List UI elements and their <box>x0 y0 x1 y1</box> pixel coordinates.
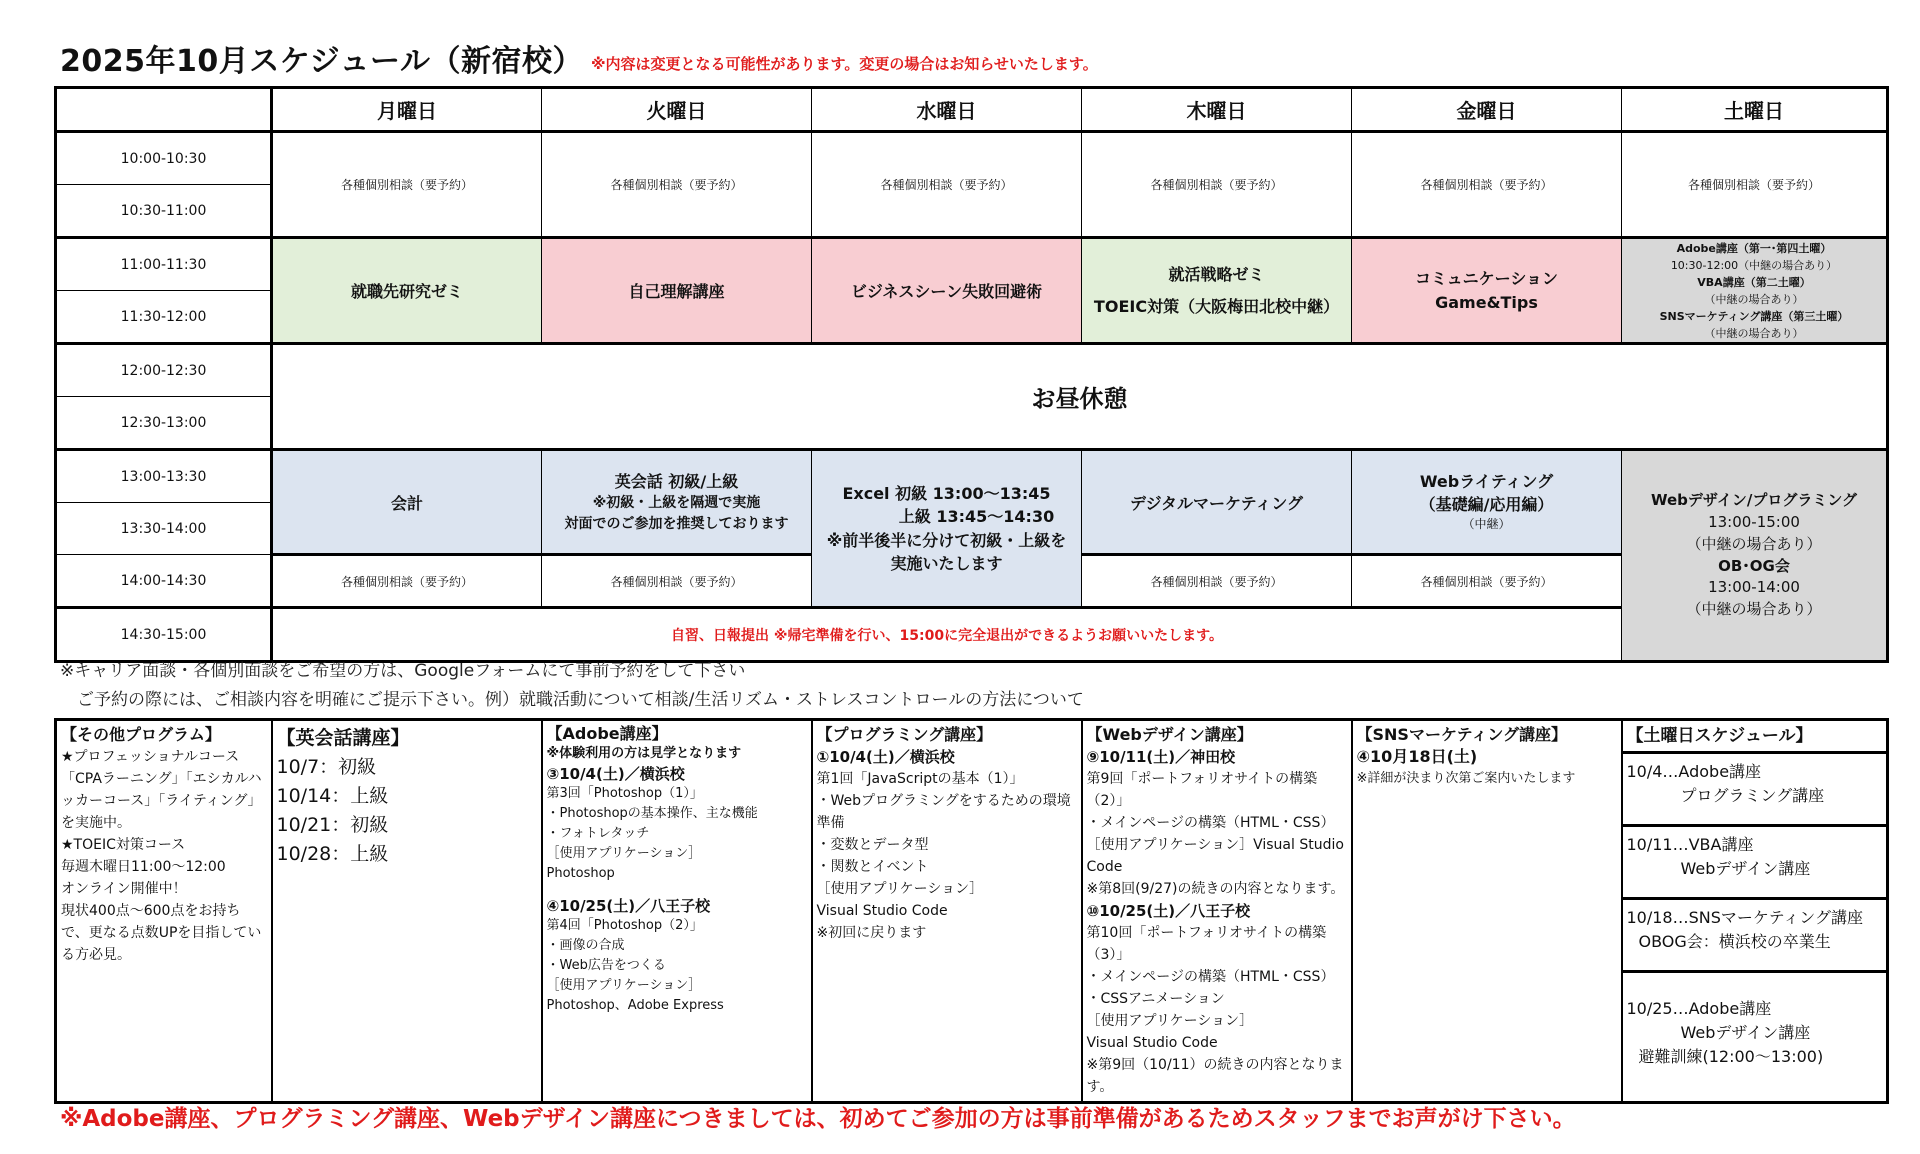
day-header-wed: 水曜日 <box>812 88 1082 132</box>
class-tue-afternoon <box>542 450 812 555</box>
sat-morning-line: 10:30-12:00（中継の場合あり） <box>1670 258 1838 272</box>
consult-mon: 各種個別相談（要予約） <box>272 132 542 238</box>
webdesign-line: ［使用アプリケーション］ <box>1086 1013 1254 1029</box>
adobe-line: ・Web広告をつくる <box>546 958 666 973</box>
sns-heading: 【SNSマーケティング講座】 <box>1356 725 1568 744</box>
sat-morning-line: SNSマーケティング講座（第三土曜） <box>1659 309 1849 323</box>
program-table <box>54 718 1889 1104</box>
saturday-line: OBOG会：横浜校の卒業生 <box>1638 932 1831 951</box>
class-fri-morning-1: コミュニケーション <box>1414 269 1559 289</box>
saturday-line: 10/18…SNSマーケティング講座 <box>1626 908 1863 927</box>
english-date: 10/14：上級 <box>276 785 389 807</box>
adobe-line: ・フォトレタッチ <box>546 826 650 841</box>
webdesign-line: ［使用アプリケーション］Visual Studio Code <box>1086 837 1344 875</box>
webdesign-line: ※第8回(9/27)の続きの内容となります。 <box>1086 881 1345 897</box>
programming-line: ・Webプログラミングをするための環境準備 <box>816 793 1071 831</box>
saturday-schedule <box>1622 720 1888 1103</box>
sat-morning-line: （中継の場合あり） <box>1704 292 1804 306</box>
adobe-line: ・画像の合成 <box>546 938 625 953</box>
self-study-notice: 自習、日報提出 ※帰宅準備を行い、15:00に完全退出ができるようお願いいたします。 <box>272 608 1622 662</box>
note-line: ※キャリア面談・各個別面談をご希望の方は、Googleフォームにて事前予約をして下さい <box>60 661 746 681</box>
saturday-block <box>1623 900 1887 973</box>
tue-afternoon-line: 英会話 初級/上級 <box>614 472 739 492</box>
webdesign-line: Visual Studio Code <box>1086 1035 1218 1051</box>
day-header-mon: 月曜日 <box>272 88 542 132</box>
time-slot: 10:30-11:00 <box>56 185 272 238</box>
sat-afternoon-line: 13:00-15:00 <box>1708 513 1800 531</box>
class-mon-morning: 就職先研究ゼミ <box>272 238 542 344</box>
saturday-line: 避難訓練(12:00～13:00) <box>1638 1047 1824 1066</box>
adobe-line: ［使用アプリケーション］ <box>546 846 702 861</box>
programming-course <box>812 720 1082 1103</box>
wed-afternoon-line: 実施いたします <box>890 553 1003 573</box>
fri-afternoon-line: （基礎編/応用編） <box>1419 495 1554 515</box>
sat-morning-line: VBA講座（第二土曜） <box>1697 275 1811 289</box>
time-slot: 13:30-14:00 <box>56 503 272 555</box>
class-wed-afternoon <box>812 450 1082 608</box>
sns-course <box>1352 720 1622 1103</box>
webdesign-course <box>1082 720 1352 1103</box>
time-slot: 13:00-13:30 <box>56 450 272 503</box>
header <box>60 38 1098 80</box>
adobe-line: 第4回「Photoshop（2）」 <box>546 918 703 933</box>
sat-afternoon-line: OB･OG会 <box>1718 556 1790 575</box>
time-slot: 12:30-13:00 <box>56 397 272 450</box>
schedule-table <box>54 86 1889 663</box>
programming-line: ［使用アプリケーション］ <box>816 881 984 897</box>
other-programs <box>56 720 272 1103</box>
programming-line: ・変数とデータ型 <box>816 837 929 853</box>
webdesign-session-2-title: ⑩10/25(土)／八王子校 <box>1086 902 1251 920</box>
class-fri-afternoon <box>1352 450 1622 555</box>
adobe-course <box>542 720 812 1103</box>
tue-afternoon-line: 対面でのご参加を推奨しております <box>564 515 789 532</box>
other-line: 現状400点～600点をお持ちで、更なる点数UPを目指している方必見。 <box>61 903 262 963</box>
time-slot: 11:30-12:00 <box>56 291 272 344</box>
english-date: 10/7：初級 <box>276 756 377 778</box>
notes <box>60 657 1084 715</box>
webdesign-line: ※第9回（10/11）の続きの内容となります。 <box>1086 1057 1344 1095</box>
english-date: 10/21：初級 <box>276 814 389 836</box>
sat-afternoon-line: 13:00-14:00 <box>1708 578 1800 597</box>
class-thu-morning-1: 就活戦略ゼミ <box>1168 265 1265 285</box>
sat-afternoon-line: （中継の場合あり） <box>1686 600 1822 618</box>
other-line: ★プロフェッショナルコース <box>61 749 240 765</box>
fri-afternoon-line: （中継） <box>1462 517 1511 532</box>
saturday-line: 10/25…Adobe講座 <box>1626 999 1772 1018</box>
class-fri-morning <box>1352 238 1622 344</box>
other-line: 「CPAラーニング」「エシカルハッカーコース」「ライティング」を実施中。 <box>61 771 262 831</box>
time-slot: 14:00-14:30 <box>56 555 272 608</box>
saturday-block <box>1623 754 1887 827</box>
time-slot: 11:00-11:30 <box>56 238 272 291</box>
webdesign-line: ・メインページの構築（HTML・CSS） <box>1086 969 1335 985</box>
adobe-session-1-title: ③10/4(土)／横浜校 <box>546 765 685 783</box>
programming-line: ※初回に戻ります <box>816 925 927 941</box>
day-header-thu: 木曜日 <box>1082 88 1352 132</box>
wed-afternoon-line: 上級 13:45～14:30 <box>898 507 1055 527</box>
corner-cell <box>56 88 272 132</box>
saturday-line: 10/4…Adobe講座 <box>1626 762 1762 781</box>
adobe-line: ［使用アプリケーション］ <box>546 978 702 993</box>
class-sat-afternoon <box>1622 450 1888 662</box>
wed-afternoon-line: Excel 初級 13:00～13:45 <box>842 484 1051 504</box>
webdesign-line: ・CSSアニメーション <box>1086 991 1225 1007</box>
sat-morning-line: （中継の場合あり） <box>1704 326 1804 340</box>
consult-fri: 各種個別相談（要予約） <box>1352 132 1622 238</box>
saturday-line: Webデザイン講座 <box>1680 859 1811 878</box>
programming-line: ・関数とイベント <box>816 859 929 875</box>
webdesign-session-1-title: ⑨10/11(土)／神田校 <box>1086 748 1236 766</box>
class-mon-afternoon: 会計 <box>272 450 542 555</box>
time-slot: 10:00-10:30 <box>56 132 272 185</box>
adobe-line: 第3回「Photoshop（1）」 <box>546 786 703 801</box>
day-header-fri: 金曜日 <box>1352 88 1622 132</box>
other-programs-heading: 【その他プログラム】 <box>61 725 221 744</box>
consult-fri-pm: 各種個別相談（要予約） <box>1352 555 1622 608</box>
page-title: 2025年10月スケジュール（新宿校） <box>60 44 583 79</box>
other-line: 毎週木曜日11:00～12:00 <box>61 859 226 875</box>
adobe-note: ※体験利用の方は見学となります <box>546 746 742 761</box>
sat-afternoon-line: Webデザイン/プログラミング <box>1650 491 1858 510</box>
fri-afternoon-line: Webライティング <box>1419 472 1554 492</box>
programming-heading: 【プログラミング講座】 <box>816 725 993 744</box>
adobe-line: ・Photoshopの基本操作、主な機能 <box>546 806 758 821</box>
webdesign-line: 第10回「ポートフォリオサイトの構築（3）」 <box>1086 925 1327 963</box>
class-tue-morning: 自己理解講座 <box>542 238 812 344</box>
wed-afternoon-line: ※前半後半に分けて初級・上級を <box>826 530 1067 550</box>
class-thu-morning-2: TOEIC対策（大阪梅田北校中継） <box>1093 296 1340 316</box>
note-line: ご予約の際には、ご相談内容を明確にご提示下さい。例）就職活動について相談/生活リズム・ストレスコントロールの方法について <box>60 690 1084 710</box>
consult-thu-pm: 各種個別相談（要予約） <box>1082 555 1352 608</box>
consult-tue: 各種個別相談（要予約） <box>542 132 812 238</box>
other-line: ★TOEIC対策コース <box>61 837 186 853</box>
sns-note: ※詳細が決まり次第ご案内いたします <box>1356 771 1576 786</box>
title-note: ※内容は変更となる可能性があります。変更の場合はお知らせいたします。 <box>590 55 1098 73</box>
webdesign-line: ・メインページの構築（HTML・CSS） <box>1086 815 1335 831</box>
sat-morning-line: Adobe講座（第一･第四土曜） <box>1676 241 1832 255</box>
english-heading: 【英会話講座】 <box>276 727 410 749</box>
consult-wed: 各種個別相談（要予約） <box>812 132 1082 238</box>
webdesign-heading: 【Webデザイン講座】 <box>1086 725 1253 744</box>
other-line: オンライン開催中！ <box>61 881 187 897</box>
footer-notice: ※Adobe講座、プログラミング講座、Webデザイン講座につきましては、初めてご参加の方は事前準備があるためスタッフまでお声がけ下さい。 <box>60 1106 1576 1132</box>
adobe-line: Photoshop <box>546 866 615 881</box>
time-slot: 14:30-15:00 <box>56 608 272 662</box>
class-wed-morning: ビジネスシーン失敗回避術 <box>812 238 1082 344</box>
programming-line: 第1回「JavaScriptの基本（1）」 <box>816 771 1024 787</box>
saturday-block <box>1623 973 1887 1075</box>
consult-thu: 各種個別相談（要予約） <box>1082 132 1352 238</box>
programming-session-title: ①10/4(土)／横浜校 <box>816 748 955 766</box>
english-course <box>272 720 542 1103</box>
time-slot: 12:00-12:30 <box>56 344 272 397</box>
saturday-block <box>1623 827 1887 900</box>
class-sat-morning <box>1622 238 1888 344</box>
saturday-line: Webデザイン講座 <box>1680 1023 1811 1042</box>
adobe-heading: 【Adobe講座】 <box>546 724 668 743</box>
adobe-line: Photoshop、Adobe Express <box>546 998 724 1013</box>
sat-afternoon-line: （中継の場合あり） <box>1686 534 1822 553</box>
day-header-sat: 土曜日 <box>1622 88 1888 132</box>
saturday-line: プログラミング講座 <box>1680 786 1825 805</box>
webdesign-line: 第9回「ポートフォリオサイトの構築（2）」 <box>1086 771 1318 809</box>
programming-line: Visual Studio Code <box>816 903 948 919</box>
consult-mon-pm: 各種個別相談（要予約） <box>272 555 542 608</box>
saturday-line: 10/11…VBA講座 <box>1626 835 1754 854</box>
sns-session-title: ④10月18日(土) <box>1356 747 1478 766</box>
consult-tue-pm: 各種個別相談（要予約） <box>542 555 812 608</box>
lunch-break: お昼休憩 <box>272 344 1888 450</box>
class-thu-afternoon: デジタルマーケティング <box>1082 450 1352 555</box>
class-fri-morning-2: Game&Tips <box>1435 292 1538 312</box>
english-date: 10/28：上級 <box>276 843 389 865</box>
consult-sat: 各種個別相談（要予約） <box>1622 132 1888 238</box>
tue-afternoon-line: ※初級・上級を隔週で実施 <box>592 495 761 512</box>
adobe-session-2-title: ④10/25(土)／八王子校 <box>546 897 711 915</box>
class-thu-morning <box>1082 238 1352 344</box>
saturday-heading: 【土曜日スケジュール】 <box>1623 721 1887 754</box>
day-header-tue: 火曜日 <box>542 88 812 132</box>
